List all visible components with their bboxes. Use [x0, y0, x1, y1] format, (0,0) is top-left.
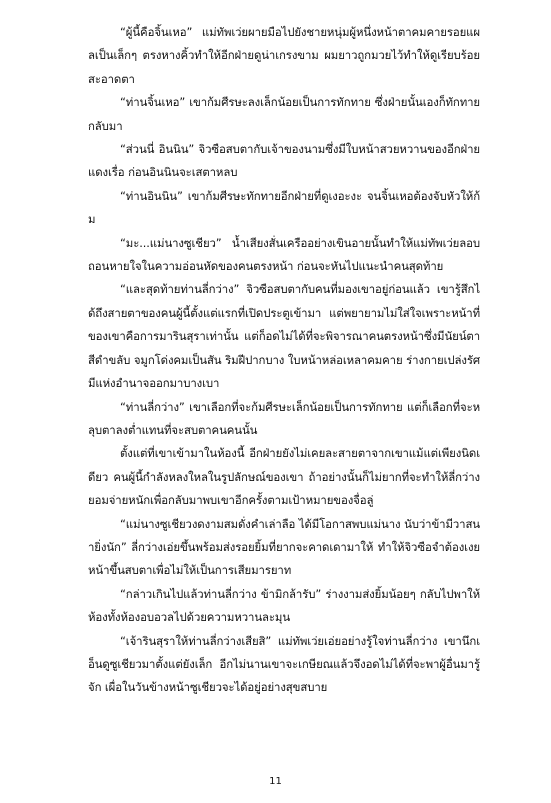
paragraph: “ท่านลี่กว่าง” เขาเลือกที่จะก้มศีรษะเล็กน้อยเป็นการทักทาย แต่ก็เลือกที่จะหลุบตาลงต่ำแทนที่จะสบตาคนคนนั้น: [88, 399, 480, 437]
paragraph: “กล่าวเกินไปแล้วท่านลี่กว่าง ข้ามิกล้ารับ” ร่างงามส่งยิ้มน้อยๆ กลับไปพาให้ห้องทั้งห้องอบอวลไปด้วยความหวานละมุน: [88, 586, 480, 625]
paragraph: “ท่านจิ้นเหอ” เขาก้มศีรษะลงเล็กน้อยเป็นการทักทาย ซึ่งฝ่ายนั้นเองก็ทักทายกลับมา: [88, 95, 480, 133]
paragraph: “และสุดท้ายท่านลี่กว่าง” จิวซือสบตากับคนที่มองเขาอยู่ก่อนแล้ว เขารู้สึกได้ถึงสายตาของคนผู้นี้ตั้งแต่แรกที่เปิดประตูเข้ามา แต่พยายามไม่ใส่ใจเพราะหน้าที่ของเขาคือการมารินสุราเท่านั้น แต่ก็อดไม่ได้ที่จะพิจารณาคนตรงหน้าซึ่งมีนัยน์ตาสีดำขลับ จมูกโด่งคมเป็นสัน ริมฝีปากบาง ใบหน้าหล่อเหลาคมคาย ร่างกายเปล่งรัศมีแห่งอำนาจออกมาบางเบา: [88, 282, 480, 391]
paragraph: ตั้งแต่ที่เขาเข้ามาในห้องนี้ อีกฝ่ายยังไม่เคยละสายตาจากเขาแม้แต่เพียงนิดเดียว คนผู้นี้กำลังหลงใหลในรูปลักษณ์ของเขา ถ้าอย่างนั้นก็ไม่ยากที่จะทำให้ลี่กว่างยอมจ่ายหนักเพื่อกลับมาพบเขาอีกครั้งตามเป้าหมายของจื่อลู่: [88, 446, 480, 508]
paragraph: “ท่านอินนิน” เขาก้มศีรษะทักทายอีกฝ่ายที่ดูเงอะงะ จนจิ้นเหอต้องจับหัวให้ก้ม: [88, 188, 480, 227]
page-number: 11: [269, 776, 282, 787]
paragraph: “ผู้นี้คือจิ้นเหอ” แม่ทัพเว่ยผายมือไปยังชายหนุ่มผู้หนึ่งหน้าตาคมคายรอยแผลเป็นเล็กๆ ตรงหางคิ้วทำให้อีกฝ่ายดูน่าเกรงขาม ผมยาวถูกมวยไว้ทำให้ดูเรียบร้อยสะอาดตา: [88, 25, 480, 86]
paragraph: “เจ้ารินสุราให้ท่านลี่กว่างเสียสิ” แม่ทัพเว่ยเอ่ยอย่างรู้ใจท่านลี่กว่าง เขานึกเอ็นดูซูเชียวมาตั้งแต่ยังเล็ก อีกไม่นานเขาจะเกษียณแล้วจึงอดไม่ได้ที่จะพาผู้อื่นมารู้จัก เผื่อในวันข้างหน้าซูเชียวจะได้อยู่อย่างสุขสบาย: [88, 633, 480, 695]
paragraph: “มะ...แม่นางซูเชียว” น้ำเสียงสั่นเครืออย่างเขินอายนั้นทำให้แม่ทัพเว่ยลอบถอนหายใจในความอ่อนหัดของคนตรงหน้า ก่อนจะหันไปแนะนำคนสุดท้าย: [88, 235, 480, 274]
document-body: [88, 21, 480, 700]
paragraph: “ส่วนนี่ อินนิน” จิวซือสบตากับเจ้าของนามซึ่งมีใบหน้าสวยหวานของอีกฝ่ายแดงเรื่อ ก่อนอินนินจะเสตาหลบ: [88, 142, 480, 180]
paragraph: “แม่นางซูเชียวงดงามสมดั่งคำเล่าลือ ได้มีโอกาสพบแม่นาง นับว่าข้ามีวาสนายิ่งนัก” ลี่กว่างเอ่ยขึ้นพร้อมส่งรอยยิ้มที่ยากจะคาดเดามาให้ ทำให้จิวซือจำต้องเงยหน้าขึ้นสบตาเพื่อไม่ให้เป็นการเสียมารยาท: [88, 516, 480, 578]
